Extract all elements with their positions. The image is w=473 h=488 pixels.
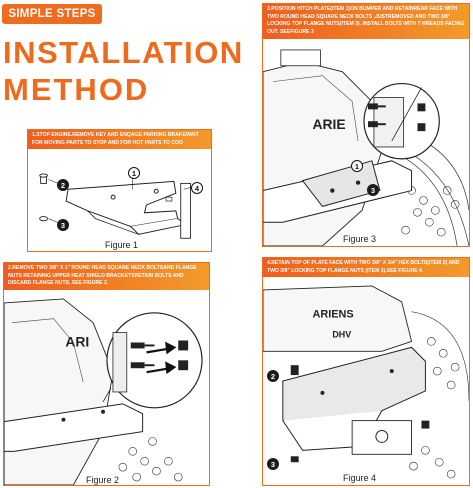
figure-1-caption: Figure 1	[105, 240, 139, 250]
callout-item-3: 3	[267, 458, 279, 470]
step-1-panel	[27, 129, 212, 252]
simple-steps-badge: SIMPLE STEPS	[2, 4, 102, 24]
step-3-text: 3.POSITION HITCH PLATE(ITEM 1)ON BUMPER AND RETAINREAR FACE WITH TWO ROUND HEAD SQUARE NECK BOLTS .JUSTREMOVED AND TWO 3/8" LOCKING TOP FLANGE NUTS(ITEM 3). INSTALL BOLTS WITH T HREADS FACING OUT. SEEFIGURE 3	[263, 4, 469, 39]
callout-item-2: 2	[267, 370, 279, 382]
figure-1-illustration	[28, 154, 211, 251]
step-2-panel	[3, 262, 210, 486]
step-3-panel	[262, 3, 470, 247]
callout-item-1: 1	[351, 160, 363, 172]
brand-text-3: ARIE	[312, 116, 346, 133]
figure-3-caption: Figure 3	[343, 234, 377, 244]
figure-2-illustration	[4, 293, 209, 485]
step-2-text: 2.REMOVE TWO 3/8" X 1" ROUND HEAD SQUARE NECK BOLTSAND FLANGE NUTS RETAINING UPPER HEAT SHIELD BRACKETSRETAIN BOLTS AND DISCARD FLANGE NUTS. SEE FIGURE 2.	[4, 263, 209, 290]
figure-4-caption: Figure 4	[343, 473, 377, 483]
top-plate-diagram-4	[263, 282, 469, 485]
page-title-line2: METHOD	[3, 72, 150, 107]
bracket-diagram-1	[28, 154, 211, 251]
page-title-line1: INSTALLATION	[3, 35, 244, 70]
figure-2-caption: Figure 2	[86, 475, 120, 485]
callout-item-3: 3	[367, 184, 379, 196]
bumper-diagram-3	[263, 42, 469, 246]
heat-shield-diagram-2	[4, 293, 209, 485]
brand-text-2: ARI	[65, 333, 90, 350]
step-4-text: 4.RETAIN TOP OF PLATE FACE WITH TWO 3/8" X 3/4" HEX BOLTS(ITEM 2) AND TWO 3/8" LOCKING TOP FLANGE NUTS (ITEM 3).SEE FIGURE 4.	[263, 258, 469, 277]
callout-item-2: 2	[57, 179, 69, 191]
brand-text-4: ARIENS	[312, 308, 354, 321]
figure-4-illustration	[263, 282, 469, 485]
callout-item-3: 3	[57, 219, 69, 231]
figure-3-illustration	[263, 42, 469, 246]
callout-item-4: 4	[191, 182, 203, 194]
brand-text-4b: DHV	[332, 329, 352, 340]
step-4-panel	[262, 257, 470, 486]
callout-item-1: 1	[128, 167, 140, 179]
step-1-text: 1.STOP ENGINE.REMOVE KEY AND ENQAGE PARKING BRAKEWAIT FOR MOVING PARTS TO STOP AND FOR HOT PARTS TO COO	[28, 130, 211, 149]
